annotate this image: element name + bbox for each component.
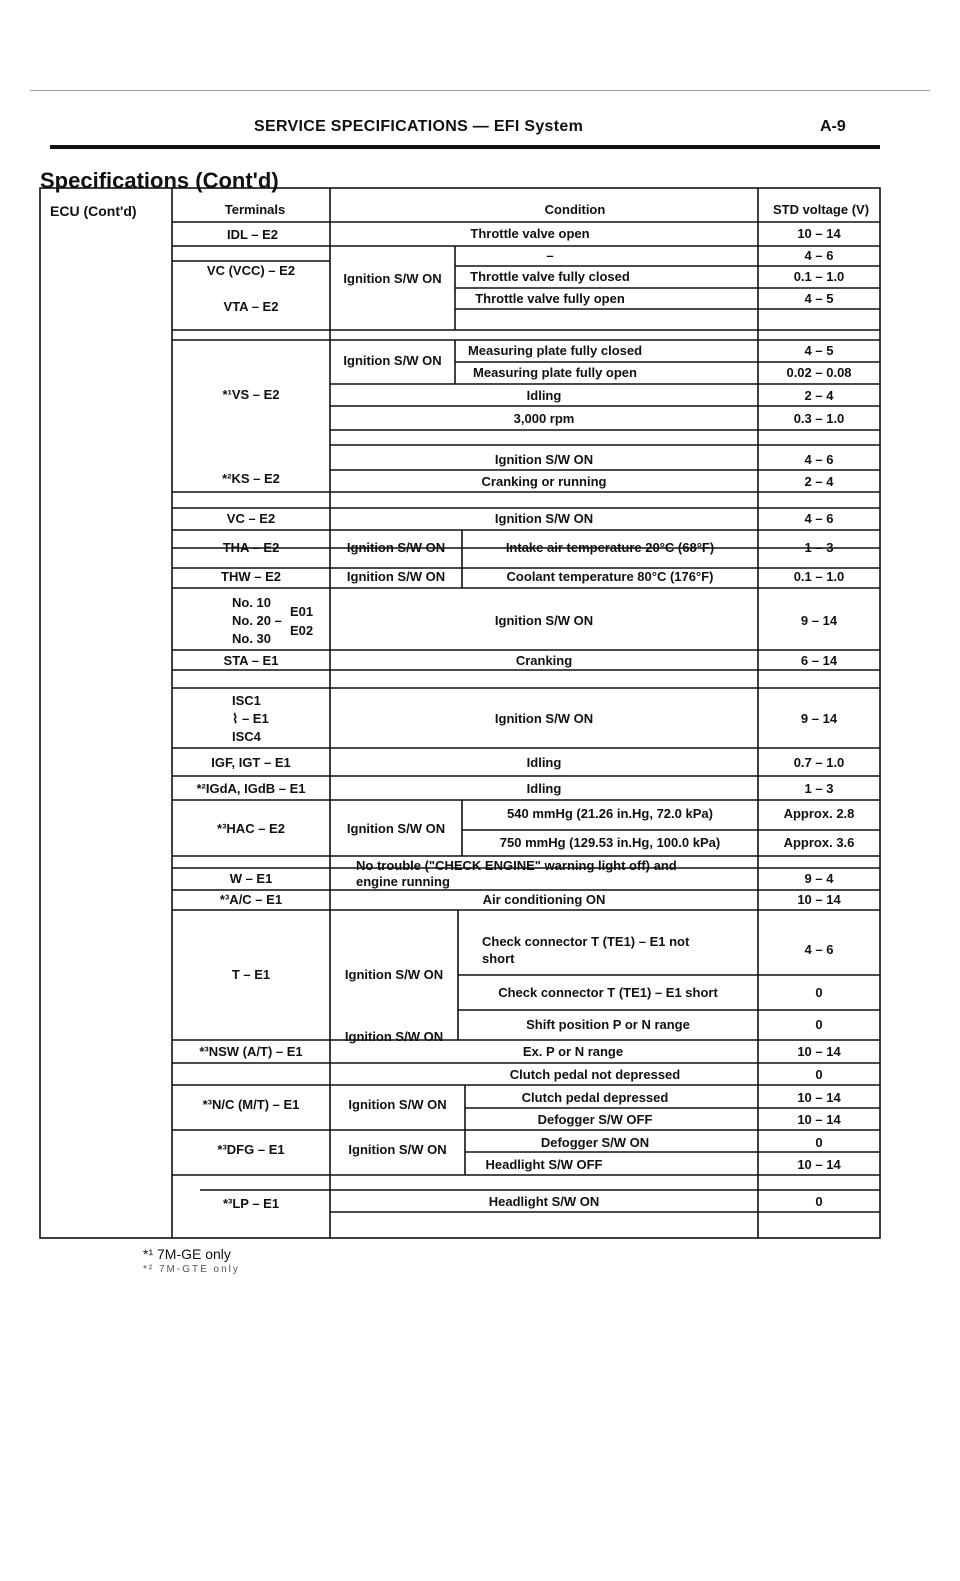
voltage-vs-idling: 2 – 4	[804, 388, 834, 403]
terminal-no10: No. 10	[232, 595, 272, 610]
terminal-vc-vcc: VC (VCC) – E2	[206, 263, 296, 278]
voltage-vta-open: 4 – 5	[804, 291, 834, 306]
voltage-isc: 9 – 14	[800, 711, 838, 726]
terminal-idl: IDL – E2	[226, 227, 279, 242]
voltage-t-short: 0	[815, 985, 823, 1000]
voltage-ks-crank: 2 – 4	[804, 474, 834, 489]
ecu-label: ECU (Cont'd)	[50, 203, 137, 219]
cond-ign-on-dfg: Ignition S/W ON	[348, 1142, 447, 1157]
terminal-igda-igdb: *²IGdA, IGdB – E1	[196, 781, 306, 796]
cond-ign-on-nsw: Ignition S/W ON	[344, 1029, 444, 1044]
cond-headlight-off: Headlight S/W OFF	[485, 1157, 603, 1172]
page-header-title: SERVICE SPECIFICATIONS — EFI System	[254, 118, 584, 135]
terminal-ac: *³A/C – E1	[219, 892, 283, 907]
cond-ign-on-throttle: Ignition S/W ON	[343, 271, 442, 286]
cond-check-not-short-2: short	[482, 951, 515, 966]
voltage-tha: 1 – 3	[804, 540, 834, 555]
cond-dash: –	[546, 248, 554, 263]
terminal-sta: STA – E1	[223, 653, 279, 668]
cond-headlight-on: Headlight S/W ON	[488, 1194, 600, 1209]
cond-no-trouble-2: engine running	[356, 874, 450, 889]
voltage-nsw-ex: 10 – 14	[797, 1044, 841, 1059]
voltage-vs-closed: 4 – 5	[804, 343, 834, 358]
cond-ign-on-isc: Ignition S/W ON	[494, 711, 594, 726]
header-std-voltage: STD voltage (V)	[772, 202, 870, 217]
cond-ign-on-tha: Ignition S/W ON	[346, 540, 446, 555]
voltage-vc: 4 – 6	[804, 511, 834, 526]
terminal-t: T – E1	[231, 967, 271, 982]
voltage-nsw-pn: 0	[815, 1017, 823, 1032]
terminal-e01: E01	[290, 604, 314, 619]
terminal-w: W – E1	[229, 871, 273, 886]
voltage-nc-not: 0	[815, 1067, 823, 1082]
terminal-dfg: *³DFG – E1	[217, 1142, 285, 1157]
terminal-isc1: ISC1	[232, 693, 261, 708]
page-number: A-9	[820, 118, 846, 135]
cond-defog-off: Defogger S/W OFF	[537, 1112, 653, 1127]
header-terminals: Terminals	[224, 202, 286, 217]
cond-ac-on: Air conditioning ON	[482, 892, 606, 907]
cond-750mmhg: 750 mmHg (129.53 in.Hg, 100.0 kPa)	[499, 835, 721, 850]
section-title: Specifications (Cont'd)	[40, 168, 279, 193]
voltage-hac-750: Approx. 3.6	[783, 835, 855, 850]
cond-ign-on-thw: Ignition S/W ON	[346, 569, 446, 584]
cond-intake-air: Intake air temperature 20°C (68°F)	[505, 540, 715, 555]
cond-540mmhg: 540 mmHg (21.26 in.Hg, 72.0 kPa)	[507, 806, 713, 821]
cond-clutch-not: Clutch pedal not depressed	[509, 1067, 681, 1082]
terminal-nc: *³N/C (M/T) – E1	[202, 1097, 300, 1112]
cond-no-trouble-1: No trouble ("CHECK ENGINE" warning light off) and	[356, 858, 677, 873]
voltage-dfg-off: 10 – 14	[797, 1112, 841, 1127]
voltage-idl: 10 – 14	[797, 226, 841, 241]
voltage-vs-3000: 0.3 – 1.0	[793, 411, 845, 426]
cond-throttle-full-open: Throttle valve fully open	[475, 291, 625, 306]
cond-ign-on-vc: Ignition S/W ON	[494, 511, 594, 526]
cond-ign-on-ks: Ignition S/W ON	[494, 452, 594, 467]
voltage-sta: 6 – 14	[800, 653, 838, 668]
cond-throttle-closed: Throttle valve fully closed	[470, 269, 630, 284]
voltage-t-not-short: 4 – 6	[804, 942, 834, 957]
cond-ign-on-measuring: Ignition S/W ON	[343, 353, 442, 368]
cond-check-short: Check connector T (TE1) – E1 short	[498, 985, 718, 1000]
voltage-hac-540: Approx. 2.8	[783, 806, 855, 821]
terminal-lp: *³LP – E1	[222, 1196, 280, 1211]
footnote: *¹ 7M-GE only	[143, 1246, 231, 1262]
terminal-vc: VC – E2	[226, 511, 276, 526]
terminal-isc-range: ⌇ – E1	[232, 711, 269, 726]
cond-check-not-short-1: Check connector T (TE1) – E1 not	[482, 934, 690, 949]
cond-ex-pn: Ex. P or N range	[522, 1044, 624, 1059]
cond-ign-on-inj: Ignition S/W ON	[494, 613, 594, 628]
terminal-igf-igt: IGF, IGT – E1	[211, 755, 291, 770]
cond-clutch-dep: Clutch pedal depressed	[521, 1090, 669, 1105]
cond-idling-igf: Idling	[526, 755, 562, 770]
voltage-ac: 10 – 14	[797, 892, 841, 907]
voltage-igda: 1 – 3	[804, 781, 834, 796]
terminal-thw: THW – E2	[221, 569, 281, 584]
cond-3000rpm: 3,000 rpm	[513, 411, 575, 426]
terminal-no20: No. 20 –	[232, 613, 282, 628]
terminal-isc4: ISC4	[232, 729, 261, 744]
cond-ign-on-nc: Ignition S/W ON	[348, 1097, 447, 1112]
cond-ign-on-hac: Ignition S/W ON	[346, 821, 446, 836]
cond-cranking-running: Cranking or running	[481, 474, 607, 489]
voltage-dfg-on: 0	[815, 1135, 823, 1150]
header-condition: Condition	[544, 202, 606, 217]
cond-idling-igda: Idling	[526, 781, 562, 796]
cond-idling-vs: Idling	[526, 388, 562, 403]
cond-measuring-open: Measuring plate fully open	[473, 365, 637, 380]
voltage-nc-dep: 10 – 14	[797, 1090, 841, 1105]
cond-throttle-open: Throttle valve open	[470, 226, 590, 241]
terminal-nsw: *³NSW (A/T) – E1	[199, 1044, 303, 1059]
voltage-vta-closed: 0.1 – 1.0	[793, 269, 845, 284]
footnote-cut: *² 7M-GTE only	[143, 1264, 240, 1275]
voltage-igf: 0.7 – 1.0	[793, 755, 845, 770]
terminal-e02: E02	[290, 623, 314, 638]
voltage-ks-on: 4 – 6	[804, 452, 834, 467]
cond-defog-on: Defogger S/W ON	[540, 1135, 650, 1150]
voltage-injectors: 9 – 14	[800, 613, 838, 628]
terminal-ks: *²KS – E2	[222, 471, 280, 486]
cond-ign-on-t: Ignition S/W ON	[344, 967, 444, 982]
voltage-lp-off: 10 – 14	[797, 1157, 841, 1172]
terminal-vta: VTA – E2	[223, 299, 279, 314]
voltage-lp-on: 0	[815, 1194, 823, 1209]
terminal-no30: No. 30	[232, 631, 272, 646]
voltage-vc-vcc: 4 – 6	[804, 248, 834, 263]
cond-coolant: Coolant temperature 80°C (176°F)	[506, 569, 714, 584]
terminal-vs: *¹VS – E2	[222, 387, 280, 402]
cond-shift-pn: Shift position P or N range	[526, 1017, 690, 1032]
voltage-w: 9 – 4	[804, 871, 834, 886]
terminal-hac: *³HAC – E2	[217, 821, 285, 836]
cond-measuring-closed: Measuring plate fully closed	[467, 343, 643, 358]
voltage-vs-open: 0.02 – 0.08	[786, 365, 852, 380]
terminal-tha: THA – E2	[222, 540, 280, 555]
voltage-thw: 0.1 – 1.0	[793, 569, 845, 584]
cond-cranking: Cranking	[515, 653, 573, 668]
